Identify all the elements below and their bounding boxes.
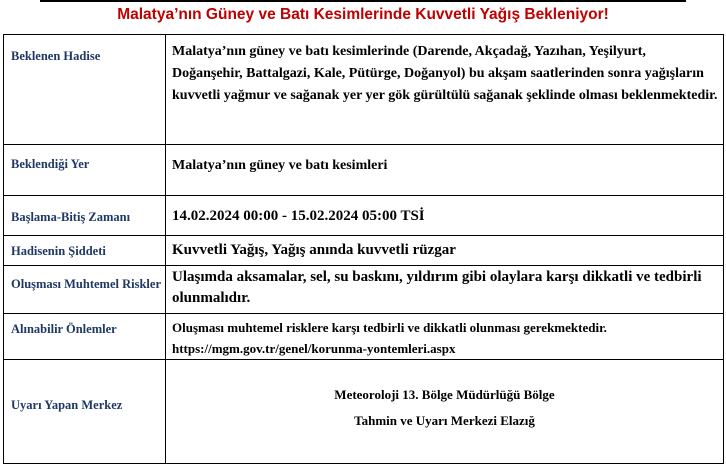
row-label: Beklenen Hadise — [11, 49, 101, 63]
label-cell — [4, 35, 166, 145]
label-cell — [4, 196, 166, 236]
row-value: 14.02.2024 00:00 - 15.02.2024 05:00 TSİ — [172, 208, 425, 224]
table-row — [4, 236, 724, 266]
table-row — [4, 196, 724, 236]
label-cell — [4, 236, 166, 266]
table-row — [4, 360, 724, 464]
value-cell — [166, 314, 724, 360]
table-row — [4, 266, 724, 314]
row-value: Oluşması muhtemel risklere karşı tedbirli ve dikkatli olunması gerekmektedir. — [172, 320, 607, 335]
prevention-link[interactable]: https://mgm.gov.tr/genel/korunma-yontemleri.aspx — [172, 341, 456, 356]
label-cell — [4, 145, 166, 196]
issuing-center-line1: Meteoroloji 13. Bölge Müdürlüğü Bölge — [334, 387, 555, 402]
value-cell — [166, 35, 724, 145]
warning-table — [3, 34, 724, 464]
row-label: Hadisenin Şiddeti — [11, 244, 106, 258]
value-cell — [166, 145, 724, 196]
row-label: Uyarı Yapan Merkez — [11, 398, 123, 412]
label-cell — [4, 314, 166, 360]
value-cell — [166, 236, 724, 266]
row-value: Kuvvetli Yağış, Yağış anında kuvvetli rüzgar — [172, 242, 456, 258]
issuing-center — [166, 360, 723, 434]
value-cell — [166, 266, 724, 314]
page-title: Malatya’nın Güney ve Batı Kesimlerinde Kuvvetli Yağış Bekleniyor! — [117, 6, 609, 23]
table-row — [4, 314, 724, 360]
label-cell — [4, 266, 166, 314]
value-cell — [166, 196, 724, 236]
row-label: Alınabilir Önlemler — [11, 322, 117, 336]
table-row — [4, 145, 724, 196]
row-value: Malatya’nın güney ve batı kesimlerinde (Darende, Akçadağ, Yazıhan, Yeşilyurt, Doğanşehir, Battalgazi, Kale, Pütürge, Doğanyol) bu akşam saatlerinden sonra yağışların kuvvetli yağmur ve sağanak yer yer gök gürültülü sağanak şeklinde olması beklenmektedir. — [172, 44, 718, 103]
top-rule — [40, 0, 686, 2]
row-label: Beklendiği Yer — [11, 157, 90, 171]
row-value: Ulaşımda aksamalar, sel, su baskını, yıldırım gibi olaylara karşı dikkatli ve tedbirli olunmalıdır. — [172, 269, 702, 306]
table-row — [4, 35, 724, 145]
row-label: Oluşması Muhtemel Riskler — [11, 277, 161, 291]
row-label: Başlama-Bitiş Zamanı — [11, 210, 131, 224]
value-cell — [166, 360, 724, 464]
issuing-center-line2: Tahmin ve Uyarı Merkezi Elazığ — [354, 413, 535, 428]
row-value: Malatya’nın güney ve batı kesimleri — [172, 158, 388, 173]
label-cell — [4, 360, 166, 464]
